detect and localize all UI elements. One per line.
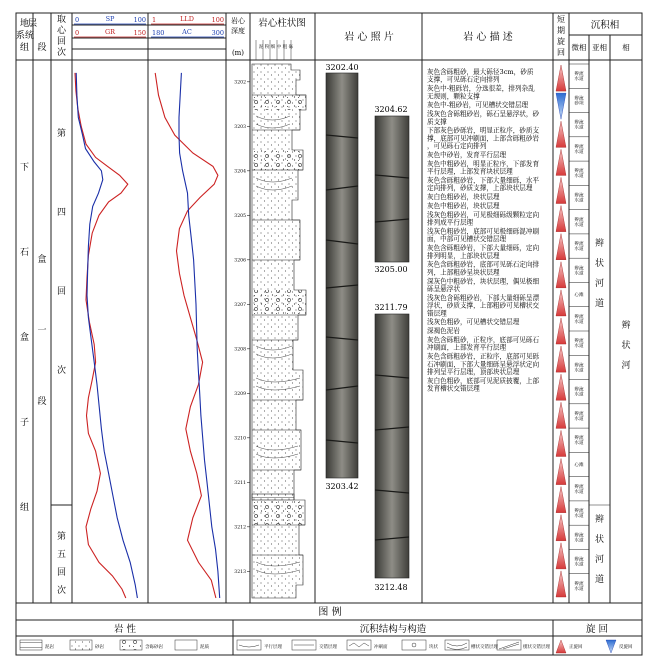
description-entry: 灰色含砾粗砂岩，下部大量细砾，定向排列明显，上部块状层理 (427, 244, 540, 260)
cycle5-char: 回 (56, 568, 67, 578)
legend-struct-label: 平行层理 (264, 645, 282, 650)
legend (20, 605, 633, 653)
system-column (20, 162, 29, 513)
sp-label: SP (105, 15, 115, 23)
ac-label: AC (182, 28, 192, 36)
positive-cycle-triangle (556, 121, 566, 147)
positive-cycle-triangle (556, 458, 566, 484)
legend-lith-label: 砂岩 (95, 645, 104, 650)
depth-tick-label: 3210 (234, 436, 246, 442)
micro-facies-label: 辫流水道 (574, 387, 584, 398)
description-entry: 深褐色泥岩 (427, 327, 460, 336)
core-photo-strip (375, 116, 409, 262)
positive-cycle-triangle (556, 318, 566, 344)
description-entry: 灰色含砾粗砂岩，正粒序，底部可见砾石冲刷面，下部大量细砾呈悬浮状定向排列呈平行层理，顶部块状层理 (427, 352, 540, 376)
positive-cycle-triangle (556, 543, 566, 569)
gr-label: GR (104, 28, 116, 36)
log-curves (75, 73, 220, 598)
description-entry: 灰色中粗砂岩，明显正粒序，下部发育平行层理，上部发育块状层理 (427, 159, 540, 176)
header-facies: 沉积相 (590, 20, 620, 31)
description-entry: 灰色含砾粗砂岩，下部大量细砾，水平定向排列，砂质支撑，上部块状层理 (427, 176, 540, 193)
header-rhythm-2: 期 (557, 26, 565, 35)
sub-facies-char: 河 (594, 279, 605, 289)
micro-facies-label: 辫流水道 (574, 242, 584, 253)
depth-tick-label: 3203 (234, 125, 246, 131)
header-formation-3: 系统 (15, 31, 35, 41)
depth-tick-label: 3204 (234, 169, 246, 175)
header-phase: 相 (622, 43, 630, 52)
legend-cycle-label: 反旋回 (619, 645, 633, 650)
depth-ticks (234, 80, 250, 575)
system-char: 盒 (19, 333, 30, 343)
micro-facies-label: 辫流水道 (574, 436, 584, 447)
positive-cycle-triangle (556, 571, 566, 597)
group-column (37, 253, 46, 407)
description-entry: 灰色中-粗砂岩，可见槽状交错层理 (427, 101, 529, 110)
system-char: 石 (19, 248, 30, 258)
cycle5-char: 第 (56, 532, 67, 542)
group-char: 盒 (37, 255, 47, 265)
legend-lithology-items (20, 640, 209, 650)
system-char: 组 (19, 503, 30, 513)
header-cycle-4: 次 (56, 48, 67, 58)
facies-char: 辫 (621, 321, 631, 331)
lld-curve (155, 73, 218, 598)
sub-facies-char: 状 (594, 259, 605, 269)
header-row (16, 14, 630, 58)
positive-cycle-triangle (556, 234, 566, 260)
negative-cycle-triangle (556, 93, 566, 119)
description-entry: 灰色含砾粗砂，正粒序，底部可见砾石冲刷面，上部发育平行层理 (427, 336, 540, 352)
rhythm-column (556, 65, 566, 597)
legend-struct-label: 交错层理 (319, 645, 337, 650)
core-photo-strip (326, 73, 358, 478)
legend-title: 图 例 (318, 607, 342, 618)
micro-facies-label: 辫流水道 (574, 314, 584, 325)
micro-facies-label: 辫流水道 (574, 581, 584, 592)
ac-max: 300 (211, 29, 224, 37)
micro-facies-label: 辫流水道 (574, 363, 584, 374)
header-depth-2: 深度 (231, 27, 245, 35)
legend-lith-label: 含砾砂岩 (145, 645, 163, 650)
header-column: 岩心柱状图 (258, 18, 306, 29)
header-photo: 岩 心 照 片 (344, 32, 394, 43)
sp-curve (76, 73, 137, 598)
depth-tick-label: 3202 (234, 80, 246, 86)
description-entry: 浅灰色粗砂，可见槽状交错层理 (427, 318, 520, 327)
gr-curve (75, 73, 128, 598)
core-descriptions (427, 67, 539, 393)
photo2b-top-depth: 3211.79 (374, 303, 408, 312)
header-cycle-1: 取 (56, 15, 67, 25)
description-entry: 灰色中砂岩，发育平行层理 (427, 151, 507, 159)
photo1-bottom-depth: 3203.42 (325, 482, 359, 491)
gr-min: 0 (75, 29, 80, 37)
header-group: 组 (19, 43, 30, 53)
description-entry: 灰色含砾粗砂岩，底部可见砾石定向排列，上部粗砂呈块状层理 (427, 260, 540, 277)
positive-cycle-triangle (556, 177, 566, 203)
positive-cycle-triangle (556, 487, 566, 513)
header-rhythm-3: 旋 (557, 37, 565, 46)
micro-facies-label: 辫流水道 (574, 169, 584, 180)
legend-struct-label: 块状 (429, 645, 438, 650)
sp-scale (74, 15, 224, 37)
legend-cycle-label: 正旋回 (569, 645, 583, 650)
description-entry: 浅灰色粗砂岩，可见极细砾级颗粒定向排列成平行层理 (427, 210, 540, 227)
header-micro: 微相 (571, 43, 587, 52)
ac-min: 180 (152, 29, 165, 37)
sp-max: 100 (133, 16, 146, 24)
positive-cycle-triangle (556, 149, 566, 175)
negative-cycle-triangle (606, 640, 616, 653)
header-depth-1: 岩心 (231, 17, 245, 25)
header-section: 段 (37, 43, 47, 53)
description-entry: 下部灰色砂砾岩，明显正粒序，砂质支撑，底部可见冲刷面，上部含砾粗砂岩，可见砾石定向排列 (427, 126, 540, 151)
group-char: 一 (37, 326, 47, 336)
cycle-column (57, 127, 66, 596)
micro-facies-label: 辫流水道 (574, 533, 584, 544)
sub-facies-char: 道 (594, 575, 605, 585)
depth-tick-label: 3213 (234, 570, 246, 576)
cycle4-char: 四 (56, 208, 67, 218)
cycle4-char: 回 (56, 287, 67, 297)
header-desc: 岩 心 描 述 (463, 32, 513, 43)
depth-tick-label: 3212 (234, 525, 246, 531)
description-entry: 灰白色粗砂，底部可见泥质披覆，上部发育槽状交错层理 (427, 376, 540, 393)
positive-cycle-triangle (556, 374, 566, 400)
sp-min: 0 (75, 16, 80, 24)
photo2a-top-depth: 3204.62 (374, 105, 408, 114)
description-entry: 浅灰色含砾粗砂岩，砾石呈悬浮状，砂质支撑 (427, 110, 540, 126)
micro-facies-label: 辫流水道 (574, 509, 584, 520)
positive-cycle-triangle (556, 402, 566, 428)
header-formation-1: 地 (20, 19, 30, 29)
header-rhythm-4: 回 (557, 48, 565, 57)
description-entry: 灰色中-粗砾岩，分选很差，排列杂乱无规则，颗粒支撑 (427, 84, 535, 101)
gravel-bed (252, 95, 306, 110)
micro-facies-label: 辫流水道 (574, 339, 584, 350)
cycle4-char: 次 (56, 366, 67, 376)
header-formation-2: 层 (28, 19, 38, 29)
sub-facies-char: 道 (594, 299, 605, 309)
sub-facies-char: 辫 (594, 515, 605, 525)
header-depth-3: (m) (231, 49, 245, 57)
legend-structure-items (237, 640, 550, 650)
sub-facies-char: 河 (594, 555, 605, 565)
system-char: 子 (19, 418, 30, 428)
facies-char: 状 (621, 341, 631, 351)
legend-struct-label: 楔状交错层理 (523, 645, 550, 650)
depth-tick-label: 3205 (234, 214, 246, 220)
positive-cycle-triangle (556, 346, 566, 372)
cycle5-char: 五 (56, 550, 67, 560)
micro-facies-label: 辫流水道 (574, 484, 584, 495)
micro-facies-label: 心滩 (574, 463, 584, 468)
grain-size-ladder (256, 40, 291, 60)
description-entry: 浅灰色粗砂岩，底部可见极细砾混冲刷面，中部可见槽状交错层理 (427, 227, 540, 244)
micro-facies-label: 辫流水道 (574, 120, 584, 131)
gravel-bed (252, 500, 305, 525)
micro-facies-label: 辫流水道 (574, 193, 584, 204)
sub-facies-char: 状 (594, 535, 605, 545)
micro-facies-label: 辫流水道 (574, 557, 584, 568)
facies-column (621, 319, 630, 371)
micro-facies-label: 辫流水道 (574, 266, 584, 277)
cycle4-char: 第 (56, 129, 67, 139)
legend-struct-label: 槽状交错层理 (471, 645, 498, 650)
photo1-top-depth: 3202.40 (325, 63, 359, 72)
legend-cycle-items (556, 640, 633, 653)
facies-char: 河 (621, 361, 631, 371)
description-entry: 深灰色中粗砂岩，块状层理，偶见极细砾呈悬浮状 (427, 277, 540, 293)
gravel-bed (252, 150, 303, 170)
micro-facies-label: 辫流砂坝 (574, 96, 584, 107)
positive-cycle-triangle (556, 515, 566, 541)
legend-lithology-title: 岩 性 (113, 624, 137, 635)
positive-cycle-triangle (556, 290, 566, 316)
micro-facies-label: 辫流水道 (574, 217, 584, 228)
mud-bed (252, 494, 294, 500)
depth-tick-label: 3211 (234, 481, 246, 487)
gr-max: 150 (133, 29, 146, 37)
description-entry: 浅灰色含砾粗砂岩，下部大量细砾呈漂浮状，砂质支撑，上部粗砂可见槽状交错层理 (427, 293, 540, 318)
legend-struct-label: 冲刷面 (374, 645, 388, 650)
micro-facies-label: 辫流水道 (574, 72, 584, 83)
header-cycle-3: 回 (56, 37, 67, 47)
description-entry: 灰色含砾粗砂，最大砾径3cm，砂质支撑，可见砾石定向排列 (427, 68, 534, 84)
cycle5-char: 次 (56, 586, 67, 596)
micro-facies-column (569, 64, 589, 592)
sub-facies-column (589, 237, 610, 585)
header-rhythm-1: 短 (557, 15, 565, 24)
positive-cycle-triangle (556, 430, 566, 456)
depth-tick-label: 3206 (234, 258, 246, 264)
depth-tick-label: 3207 (234, 303, 246, 309)
micro-facies-label: 辫流水道 (574, 411, 584, 422)
legend-cycle-title: 旋 回 (585, 624, 609, 635)
positive-cycle-triangle (556, 262, 566, 288)
positive-cycle-triangle (556, 65, 566, 91)
legend-lith-label: 泥质 (200, 645, 209, 650)
lld-min: 1 (152, 16, 157, 24)
lld-label: LLD (180, 15, 194, 23)
photo2b-bottom-depth: 3212.48 (374, 583, 408, 592)
ac-curve (179, 73, 220, 598)
description-entry: 灰白色粗砂岩，块状层理 (427, 193, 500, 202)
positive-cycle-triangle (556, 206, 566, 232)
gravel-bed (252, 290, 306, 315)
lld-max: 100 (211, 16, 224, 24)
header-sub: 亚相 (592, 43, 607, 52)
legend-lith-label: 泥岩 (45, 645, 54, 650)
photo2a-bottom-depth: 3205.00 (374, 265, 408, 274)
micro-facies-label: 辫流水道 (574, 144, 584, 155)
core-photos (325, 63, 409, 592)
description-entry: 灰色中粗砂岩，块状层理 (427, 202, 500, 210)
grain-scale: 泥 粉 细 中 粗 砾 (258, 45, 294, 50)
depth-tick-label: 3209 (234, 392, 246, 398)
group-char: 段 (37, 397, 47, 407)
system-char: 下 (19, 163, 30, 173)
legend-structure-title: 沉积结构与构造 (359, 624, 427, 635)
header-cycle-2: 心 (56, 26, 67, 36)
sub-facies-char: 辫 (594, 239, 605, 249)
positive-cycle-triangle (556, 640, 566, 653)
depth-tick-label: 3208 (234, 347, 246, 353)
micro-facies-label: 心滩 (574, 293, 584, 299)
lithology-column (252, 64, 306, 598)
